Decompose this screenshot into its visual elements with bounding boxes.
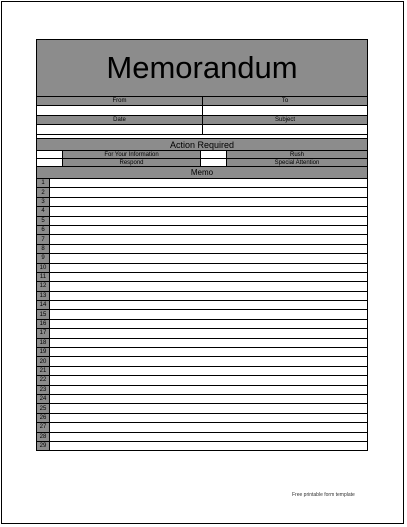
line-number: 3 (37, 198, 50, 206)
memo-line-field[interactable] (50, 376, 367, 384)
from-to-inputs (37, 106, 367, 116)
special-attention-checkbox[interactable] (201, 159, 227, 166)
memo-line[interactable] (37, 367, 367, 376)
memo-line-field[interactable] (50, 235, 367, 243)
page (1, 1, 404, 524)
line-number: 7 (37, 235, 50, 243)
memo-line-field[interactable] (50, 339, 367, 347)
line-number: 10 (37, 264, 50, 272)
line-number: 28 (37, 433, 50, 441)
memo-line-field[interactable] (50, 386, 367, 394)
line-number: 11 (37, 273, 50, 281)
memo-line-field[interactable] (50, 320, 367, 328)
memo-line-field[interactable] (50, 414, 367, 422)
memo-line-field[interactable] (50, 254, 367, 262)
memo-line[interactable] (37, 386, 367, 395)
line-number: 22 (37, 376, 50, 384)
date-subject-inputs (37, 125, 367, 135)
memo-line-field[interactable] (50, 273, 367, 281)
rush-label: Rush (227, 151, 367, 158)
memo-line[interactable] (37, 179, 367, 188)
line-number: 25 (37, 404, 50, 412)
memo-line[interactable] (37, 292, 367, 301)
line-number: 21 (37, 367, 50, 375)
line-number: 9 (37, 254, 50, 262)
line-number: 18 (37, 339, 50, 347)
from-label: From (37, 97, 202, 105)
memo-line-field[interactable] (50, 310, 367, 318)
line-number: 16 (37, 320, 50, 328)
memo-line-field[interactable] (50, 301, 367, 309)
memo-line-field[interactable] (50, 282, 367, 290)
respond-label: Respond (63, 159, 201, 166)
action-required-heading: Action Required (37, 139, 367, 151)
memo-line[interactable] (37, 376, 367, 385)
memo-form (36, 39, 368, 451)
memo-line[interactable] (37, 207, 367, 216)
line-number: 20 (37, 357, 50, 365)
respond-checkbox[interactable] (37, 159, 63, 166)
subject-field[interactable] (202, 125, 367, 134)
form-title: Memorandum (106, 50, 298, 85)
memo-line[interactable] (37, 329, 367, 338)
date-label: Date (37, 116, 202, 124)
memo-line[interactable] (37, 414, 367, 423)
date-subject-header (37, 116, 367, 125)
special-attention-label: Special Attention (227, 159, 367, 166)
memo-line[interactable] (37, 198, 367, 207)
memo-line-field[interactable] (50, 395, 367, 403)
line-number: 13 (37, 292, 50, 300)
memo-line-field[interactable] (50, 179, 367, 187)
line-number: 19 (37, 348, 50, 356)
memo-heading: Memo (37, 167, 367, 179)
memo-line[interactable] (37, 264, 367, 273)
memo-line-field[interactable] (50, 198, 367, 206)
fyi-label: For Your Information (63, 151, 201, 158)
memo-line[interactable] (37, 310, 367, 319)
action-row-2 (37, 159, 367, 167)
line-number: 8 (37, 245, 50, 253)
line-number: 2 (37, 188, 50, 196)
memo-line[interactable] (37, 273, 367, 282)
line-number: 26 (37, 414, 50, 422)
memo-line[interactable] (37, 245, 367, 254)
subject-label: Subject (202, 116, 367, 124)
memo-line[interactable] (37, 254, 367, 263)
memo-line[interactable] (37, 348, 367, 357)
line-number: 17 (37, 329, 50, 337)
memo-line-field[interactable] (50, 348, 367, 356)
action-row-1 (37, 151, 367, 159)
line-number: 6 (37, 226, 50, 234)
from-field[interactable] (37, 106, 202, 115)
memo-line[interactable] (37, 357, 367, 366)
memo-line-field[interactable] (50, 423, 367, 431)
memo-line-field[interactable] (50, 292, 367, 300)
memo-line-field[interactable] (50, 357, 367, 365)
memo-line-field[interactable] (50, 188, 367, 196)
memo-lines (37, 179, 367, 451)
memo-line-field[interactable] (50, 329, 367, 337)
memo-line[interactable] (37, 301, 367, 310)
memo-line-field[interactable] (50, 442, 367, 450)
to-label: To (202, 97, 367, 105)
memo-line-field[interactable] (50, 226, 367, 234)
memo-line[interactable] (37, 404, 367, 413)
memo-line-field[interactable] (50, 245, 367, 253)
fyi-checkbox[interactable] (37, 151, 63, 158)
memo-line-field[interactable] (50, 264, 367, 272)
memo-line-field[interactable] (50, 367, 367, 375)
memo-line[interactable] (37, 433, 367, 442)
line-number: 24 (37, 395, 50, 403)
to-field[interactable] (202, 106, 367, 115)
memo-line-field[interactable] (50, 433, 367, 441)
memo-line[interactable] (37, 320, 367, 329)
line-number: 23 (37, 386, 50, 394)
footer-credit: Free printable form template (292, 492, 355, 498)
memo-line[interactable] (37, 423, 367, 432)
memo-line[interactable] (37, 395, 367, 404)
memo-line[interactable] (37, 217, 367, 226)
memo-line-field[interactable] (50, 404, 367, 412)
line-number: 4 (37, 207, 50, 215)
memo-line[interactable] (37, 235, 367, 244)
line-number: 5 (37, 217, 50, 225)
line-number: 1 (37, 179, 50, 187)
memo-line[interactable] (37, 226, 367, 235)
memo-line[interactable] (37, 442, 367, 451)
rush-checkbox[interactable] (201, 151, 227, 158)
memo-line-field[interactable] (50, 207, 367, 215)
memo-line[interactable] (37, 339, 367, 348)
from-to-header (37, 97, 367, 106)
line-number: 27 (37, 423, 50, 431)
title-band (37, 40, 367, 97)
line-number: 14 (37, 301, 50, 309)
line-number: 12 (37, 282, 50, 290)
line-number: 15 (37, 310, 50, 318)
memo-line[interactable] (37, 282, 367, 291)
memo-line[interactable] (37, 188, 367, 197)
line-number: 29 (37, 442, 50, 450)
date-field[interactable] (37, 125, 202, 134)
memo-line-field[interactable] (50, 217, 367, 225)
